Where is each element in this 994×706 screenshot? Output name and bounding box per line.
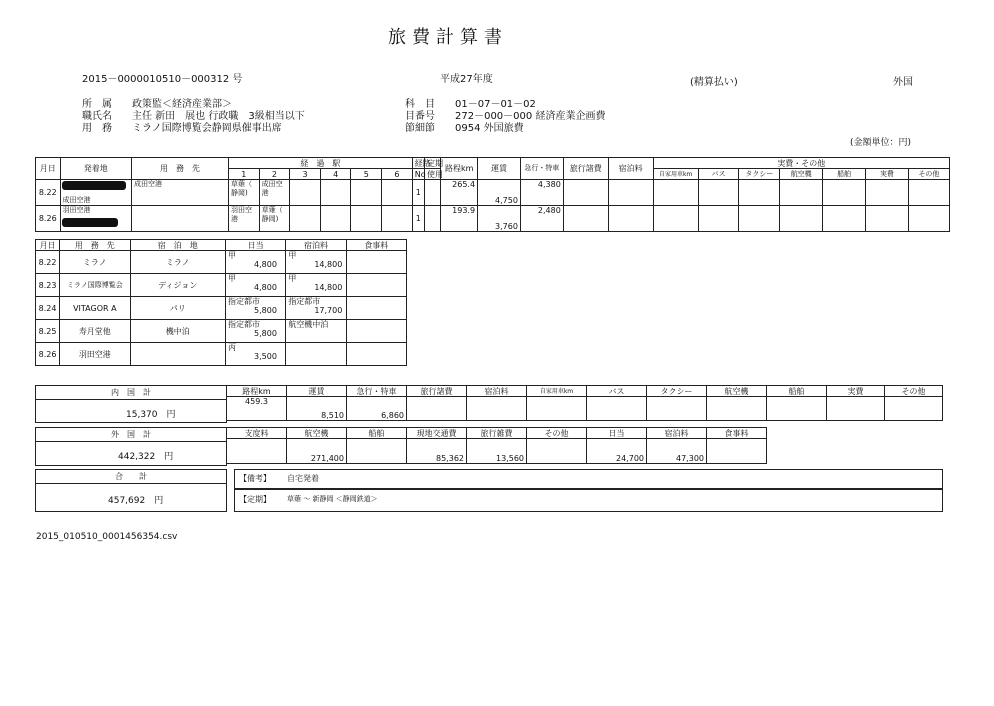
dom-hdr-lodging: 宿泊料	[467, 386, 527, 397]
hdr-fare: 運賃	[478, 158, 521, 180]
dom-hdr-other: その他	[885, 386, 943, 397]
stay-date: 8.23	[36, 274, 60, 297]
hdr-air: 航空機	[780, 169, 823, 180]
stay-dest: ミラノ国際博覧会	[60, 274, 130, 297]
pass-label: 【定期】	[239, 495, 271, 504]
table-row	[36, 206, 950, 232]
for-hdr-lodging: 宿泊料	[647, 428, 707, 439]
for-daily: 24,700	[587, 439, 647, 464]
route-via-1: 草薙（ 静岡)	[228, 180, 259, 206]
hdr-ship: 船舶	[823, 169, 866, 180]
hdr-distance: 路程km	[441, 158, 478, 180]
hdr-taxi: タクシー	[739, 169, 780, 180]
stay-dest: 羽田空港	[60, 343, 130, 366]
dom-distance: 459.3	[227, 397, 287, 421]
for-hdr-meal: 食事料	[707, 428, 767, 439]
route-via-2: 成田空 港	[259, 180, 290, 206]
stay-lodging: 甲 14,800	[286, 274, 346, 297]
dom-hdr-ship: 船舶	[767, 386, 827, 397]
item-value: 272－000－000 経済産業企画費	[455, 111, 606, 122]
foreign-total: 442,322 円	[118, 452, 174, 462]
stay-daily: 指定都市 5,800	[226, 297, 286, 320]
for-hdr-local: 現地交通費	[407, 428, 467, 439]
grand-total: 457,692 円	[108, 496, 164, 506]
route-date: 8.26	[36, 206, 61, 232]
stay-daily: 丙 3,500	[226, 343, 286, 366]
stay-hdr-date: 月日	[36, 240, 60, 251]
table-row	[36, 343, 407, 366]
route-destination: 成田空港	[131, 180, 228, 206]
for-airfare: 271,400	[287, 439, 347, 464]
hdr-pass: 定期	[424, 158, 440, 169]
domestic-total: 15,370 円	[126, 410, 176, 420]
redaction-mark	[62, 181, 126, 190]
hdr-car-km: 自家用車km	[653, 169, 698, 180]
stay-dest: 寿月堂他	[60, 320, 130, 343]
hdr-other: その他	[908, 169, 949, 180]
route-no: 1	[412, 206, 424, 232]
affiliation-value: 政策監＜経済産業部＞	[132, 99, 232, 110]
stay-lodging	[286, 343, 346, 366]
document-title: 旅費計算書	[388, 27, 508, 48]
hdr-route-no: No	[412, 169, 424, 180]
hdr-lodging: 宿泊料	[608, 158, 653, 180]
section-value: 0954 外国旅費	[455, 123, 524, 134]
route-express: 2,480	[520, 206, 563, 232]
stay-hdr-daily: 日当	[226, 240, 286, 251]
route-origin: 成田空港	[60, 180, 131, 206]
hdr-via-6: 6	[382, 169, 413, 180]
grand-total-box	[35, 469, 227, 512]
stay-date: 8.26	[36, 343, 60, 366]
route-no: 1	[412, 180, 424, 206]
route-via-1: 羽田空 港	[228, 206, 259, 232]
hdr-via-3: 3	[290, 169, 321, 180]
dom-hdr-bus: バス	[587, 386, 647, 397]
route-via-2: 草薙（ 静岡)	[259, 206, 290, 232]
stay-place: 機中泊	[130, 320, 226, 343]
for-local: 85,362	[407, 439, 467, 464]
domestic-table	[226, 385, 943, 421]
redaction-mark	[62, 218, 118, 227]
hdr-actual-cost: 実費	[866, 169, 909, 180]
grand-label: 合 計	[36, 471, 226, 484]
section-label: 節細節	[405, 123, 435, 134]
fiscal-year: 平成27年度	[440, 74, 493, 85]
stay-table	[35, 239, 407, 366]
purpose-label: 用 務	[82, 123, 112, 134]
stay-hdr-dest: 用 務 先	[60, 240, 130, 251]
stay-hdr-meal: 食事料	[346, 240, 406, 251]
name-value: 主任 新田 展也 行政職 3級相当以下	[132, 111, 305, 122]
table-row	[36, 251, 407, 274]
stay-lodging: 指定都市 17,700	[286, 297, 346, 320]
subject-label: 科 目	[405, 99, 435, 110]
route-fare: 3,760	[478, 206, 521, 232]
route-fare: 4,750	[478, 180, 521, 206]
purpose-value: ミラノ国際博覧会静岡県催事出席	[132, 123, 282, 134]
csv-filename: 2015_010510_0001456354.csv	[36, 532, 178, 542]
foreign-label: 外 国 計	[36, 429, 226, 442]
stay-date: 8.24	[36, 297, 60, 320]
settlement-type: (精算払い)	[690, 77, 738, 88]
for-hdr-other: その他	[527, 428, 587, 439]
remarks-text: 自宅発着	[287, 474, 319, 483]
route-date: 8.22	[36, 180, 61, 206]
hdr-actual: 実費・その他	[653, 158, 949, 169]
table-row	[36, 274, 407, 297]
subject-value: 01－07－01－02	[455, 99, 536, 110]
affiliation-label: 所 属	[82, 99, 112, 110]
table-row	[36, 297, 407, 320]
hdr-via-5: 5	[351, 169, 382, 180]
dom-hdr-fare: 運賃	[287, 386, 347, 397]
stay-lodging: 航空機中泊	[286, 320, 346, 343]
hdr-via-4: 4	[320, 169, 351, 180]
stay-place	[130, 343, 226, 366]
hdr-route: 経路	[412, 158, 424, 169]
stay-place: パリ	[130, 297, 226, 320]
remarks-box	[234, 469, 943, 489]
route-origin: 羽田空港	[60, 206, 131, 232]
for-hdr-prep: 支度料	[227, 428, 287, 439]
dom-hdr-distance: 路程km	[227, 386, 287, 397]
item-label: 目番号	[405, 111, 435, 122]
table-row	[36, 180, 950, 206]
amount-unit: (金額単位：円)	[850, 138, 912, 148]
remarks-label: 【備考】	[239, 474, 271, 483]
stay-daily: 甲 4,800	[226, 274, 286, 297]
name-label: 職氏名	[82, 111, 112, 122]
route-distance: 193.9	[441, 206, 478, 232]
hdr-destination: 用 務 先	[131, 158, 228, 180]
hdr-via: 経 過 駅	[228, 158, 412, 169]
pass-text: 草薙 ～ 新静岡 ＜静岡鉄道＞	[287, 495, 378, 503]
hdr-via-2: 2	[259, 169, 290, 180]
hdr-via-1: 1	[228, 169, 259, 180]
for-hdr-air: 航空機	[287, 428, 347, 439]
table-row	[36, 320, 407, 343]
dom-fare: 8,510	[287, 397, 347, 421]
dom-express: 6,860	[347, 397, 407, 421]
dom-hdr-prep: 旅行諸費	[407, 386, 467, 397]
for-lodging: 47,300	[647, 439, 707, 464]
dom-hdr-express: 急行・特車	[347, 386, 407, 397]
travel-type: 外国	[893, 77, 913, 88]
dom-hdr-air: 航空機	[707, 386, 767, 397]
stay-daily: 甲 4,800	[226, 251, 286, 274]
stay-hdr-lodging: 宿泊料	[286, 240, 346, 251]
stay-hdr-place: 宿 泊 地	[130, 240, 226, 251]
stay-daily: 指定都市 5,800	[226, 320, 286, 343]
route-express: 4,380	[520, 180, 563, 206]
domestic-total-box	[35, 385, 227, 423]
dom-hdr-taxi: タクシー	[647, 386, 707, 397]
stay-place: ミラノ	[130, 251, 226, 274]
for-hdr-misc: 旅行雑費	[467, 428, 527, 439]
hdr-origin: 発着地	[60, 158, 131, 180]
dom-hdr-actual: 実費	[827, 386, 885, 397]
stay-place: ディジョン	[130, 274, 226, 297]
hdr-date: 月日	[36, 158, 61, 180]
stay-date: 8.25	[36, 320, 60, 343]
pass-box	[234, 489, 943, 512]
hdr-prep: 旅行諸費	[563, 158, 608, 180]
for-hdr-daily: 日当	[587, 428, 647, 439]
for-hdr-ship: 船舶	[347, 428, 407, 439]
stay-date: 8.22	[36, 251, 60, 274]
hdr-bus: バス	[698, 169, 739, 180]
dom-hdr-car: 自家用車km	[527, 386, 587, 397]
hdr-pass-use: 使用	[424, 169, 440, 180]
route-distance: 265.4	[441, 180, 478, 206]
domestic-label: 内 国 計	[36, 387, 226, 400]
stay-lodging: 甲 14,800	[286, 251, 346, 274]
for-misc: 13,560	[467, 439, 527, 464]
stay-dest: VITAGOR A	[60, 297, 130, 320]
foreign-table	[226, 427, 767, 464]
document-number: 2015－0000010510－000312 号	[82, 74, 243, 85]
hdr-express: 急行・特車	[520, 158, 563, 180]
route-table	[35, 157, 950, 232]
foreign-total-box	[35, 427, 227, 466]
stay-dest: ミラノ	[60, 251, 130, 274]
